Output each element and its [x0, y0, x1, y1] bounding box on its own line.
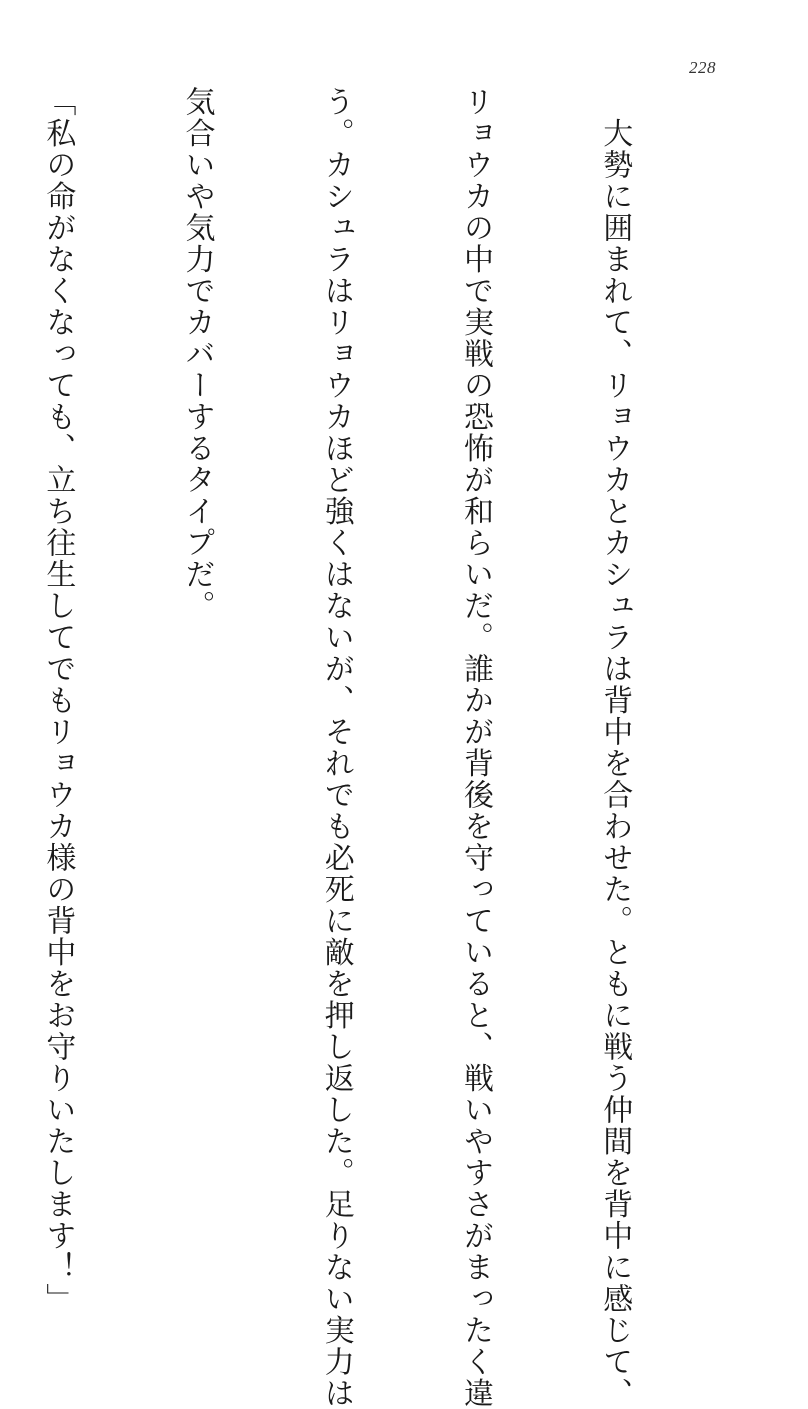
vertical-text-body [0, 86, 730, 1409]
page-number: 228 [689, 58, 716, 77]
dialogue-line: 「私の命がなくなっても、立ち往生してでもリョウカ様の背中をお守りいたします！」 [40, 86, 76, 1315]
text-line: う。カシュラはリョウカほど強くはないが、それでも必死に敵を押し返した。足りない実力は [318, 86, 354, 1409]
text-line: 気合いや気力でカバーするタイプだ。 [179, 86, 215, 622]
text-line: 大勢に囲まれて、リョウカとカシュラは背中を合わせた。ともに戦う仲間を背中に感じて、 [597, 86, 633, 1409]
text-line: リョウカの中で実戦の恐怖が和らいだ。誰かが背後を守っていると、戦いやすさがまったく違 [457, 86, 493, 1409]
